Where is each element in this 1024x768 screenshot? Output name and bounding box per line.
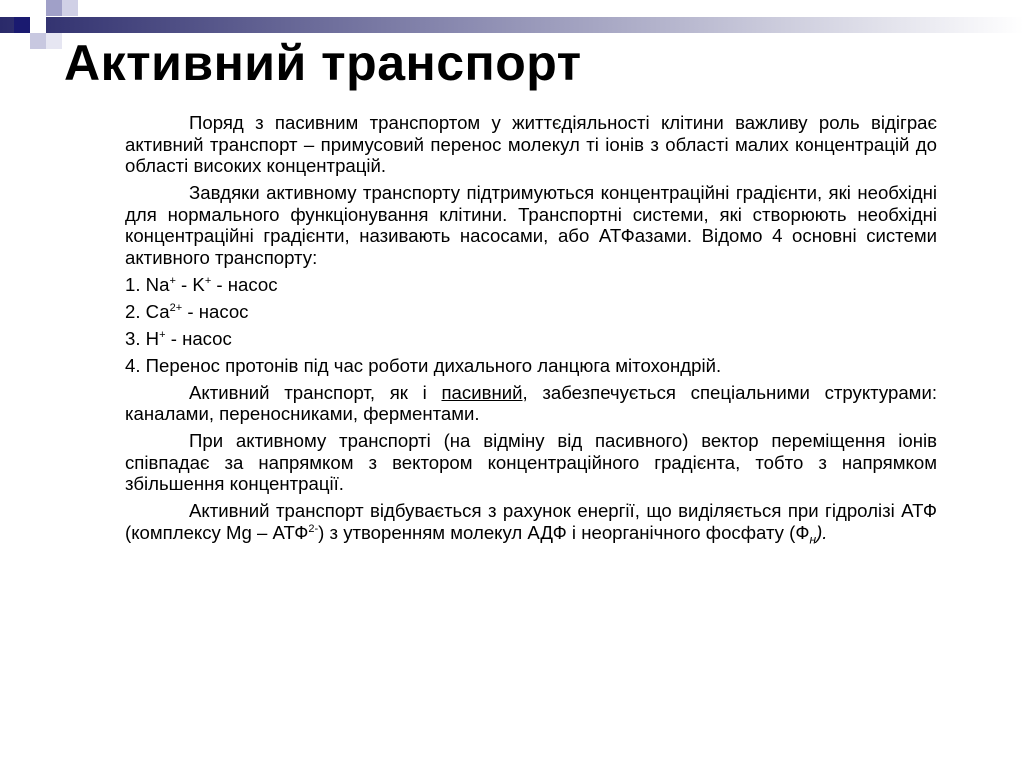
paragraph-energy: Активний транспорт відбувається з рахунок енергії, що виділяється при гідролізі АТФ (комплексу Mg – $АТФ^{2-}$) з утворенням молекул АДФ і неорганічного фосфату $(Ф_н)$. (125, 500, 937, 547)
passive-transport-link[interactable]: пасивний (441, 381, 523, 403)
paragraph-gradients: Завдяки активному транспорту підтримуються концентраційні градієнти, які необхідні для нормального функціонування клітини. Транспортні системи, які створюють необхідні концентраційні градієнти, називають насосами, або АТФазами. Відомо 4 основні системи активного транспорту: (125, 182, 937, 268)
deco-square (14, 17, 30, 33)
list-item: 2. $Са^{2+}$ - насос (125, 300, 249, 322)
list-item: 4. Перенос протонів під час роботи дихального ланцюга мітохондрій. (125, 354, 722, 376)
deco-square (46, 33, 62, 49)
list-item: 1. Na+ - K+ - насос (125, 273, 278, 295)
paragraph-vector: При активному транспорті (на відміну від пасивного) вектор переміщення іонів співпадає за напрямком з вектором концентраційного градієнта, тобто з напрямком збільшення концентрації. (125, 430, 937, 494)
deco-square (30, 33, 46, 49)
paragraph-structures: Активний транспорт, як і пасивний, забезпечується спеціальними структурами: каналами, переносниками, ферментами. (125, 381, 937, 424)
deco-square (62, 0, 78, 16)
slide-title: Активний транспорт (64, 35, 582, 91)
deco-square (30, 17, 46, 33)
slide-body (125, 112, 937, 549)
header-gradient-bar (0, 17, 1024, 33)
paragraph-intro: Поряд з пасивним транспортом у життєдіяльності клітини важливу роль відіграє активний транспорт – примусовий перенос молекул ті іонів з області малих концентрацій до області високих концентрацій. (125, 112, 937, 176)
list-item: 3. Н+ - насос (125, 327, 232, 349)
deco-square (46, 0, 62, 16)
